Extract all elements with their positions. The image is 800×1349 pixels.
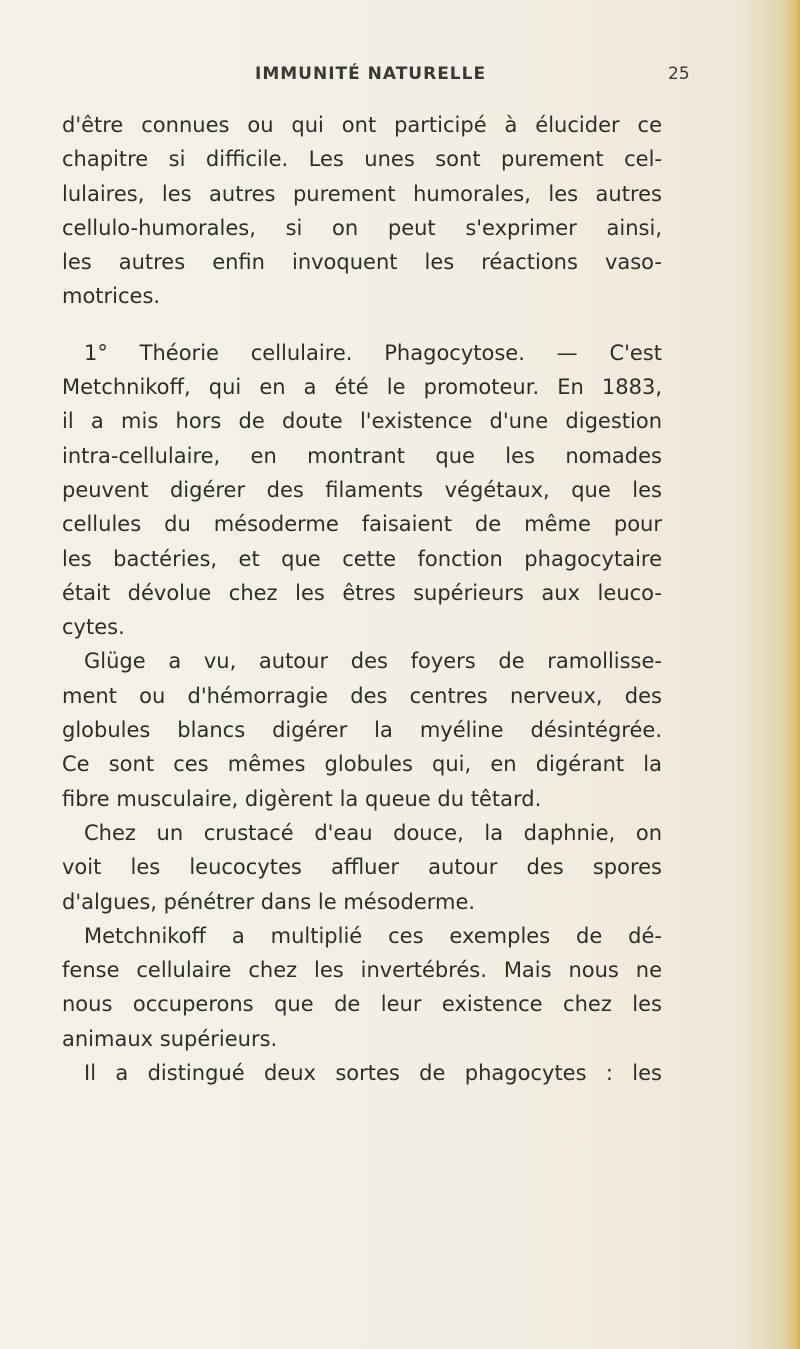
text-line: Ce sont ces mêmes globules qui, en digérant la: [62, 752, 662, 777]
text-line: ment ou d'hémorragie des centres nerveux, des: [62, 683, 662, 708]
page-number: 25: [668, 64, 690, 84]
text-line: Il a distingué deux sortes de phagocytes : les: [84, 1061, 662, 1086]
body-text: [62, 108, 662, 1090]
text-line: Metchnikoff, qui en a été le promoteur. En 1883,: [62, 375, 662, 400]
text-line: peuvent digérer des filaments végétaux, que les: [62, 477, 662, 502]
text-line: était dévolue chez les êtres supérieurs aux leuco-: [62, 580, 662, 605]
text-line: fibre musculaire, digèrent la queue du têtard.: [62, 786, 542, 811]
text-line: voit les leucocytes affluer autour des spores: [62, 855, 662, 880]
text-line: lulaires, les autres purement humorales, les autres: [62, 181, 662, 206]
page-edge-shadow: [786, 0, 800, 1349]
text-line: cellules du mésoderme faisaient de même pour: [62, 512, 662, 537]
text-line: Metchnikoff a multiplié ces exemples de dé-: [84, 923, 662, 948]
text-line: d'algues, pénétrer dans le mésoderme.: [62, 889, 476, 914]
text-line: chapitre si difficile. Les unes sont purement cel-: [62, 147, 662, 172]
text-line: 1° Théorie cellulaire. Phagocytose. — C'est: [84, 340, 662, 365]
text-line: globules blancs digérer la myéline désintégrée.: [62, 718, 662, 743]
text-line: cytes.: [62, 615, 125, 640]
blank-line: [62, 314, 662, 336]
text-line: les bactéries, et que cette fonction phagocytaire: [62, 546, 662, 571]
running-title: IMMUNITÉ NATURELLE: [255, 64, 487, 84]
text-line: d'être connues ou qui ont participé à élucider ce: [62, 113, 662, 137]
text-line: il a mis hors de doute l'existence d'une digestion: [62, 409, 662, 434]
text-line: Glüge a vu, autour des foyers de ramollisse-: [84, 649, 662, 674]
text-line: nous occuperons que de leur existence chez les: [62, 992, 662, 1017]
text-line: intra-cellulaire, en montrant que les nomades: [62, 443, 662, 468]
text-line: Chez un crustacé d'eau douce, la daphnie, on: [84, 820, 662, 845]
text-line: animaux supérieurs.: [62, 1026, 278, 1051]
running-head: [0, 64, 800, 94]
text-line: les autres enfin invoquent les réactions vaso-: [62, 250, 662, 275]
text-line: cellulo-humorales, si on peut s'exprimer ainsi,: [62, 215, 662, 240]
text-line: motrices.: [62, 284, 161, 309]
text-line: fense cellulaire chez les invertébrés. Mais nous ne: [62, 958, 662, 983]
